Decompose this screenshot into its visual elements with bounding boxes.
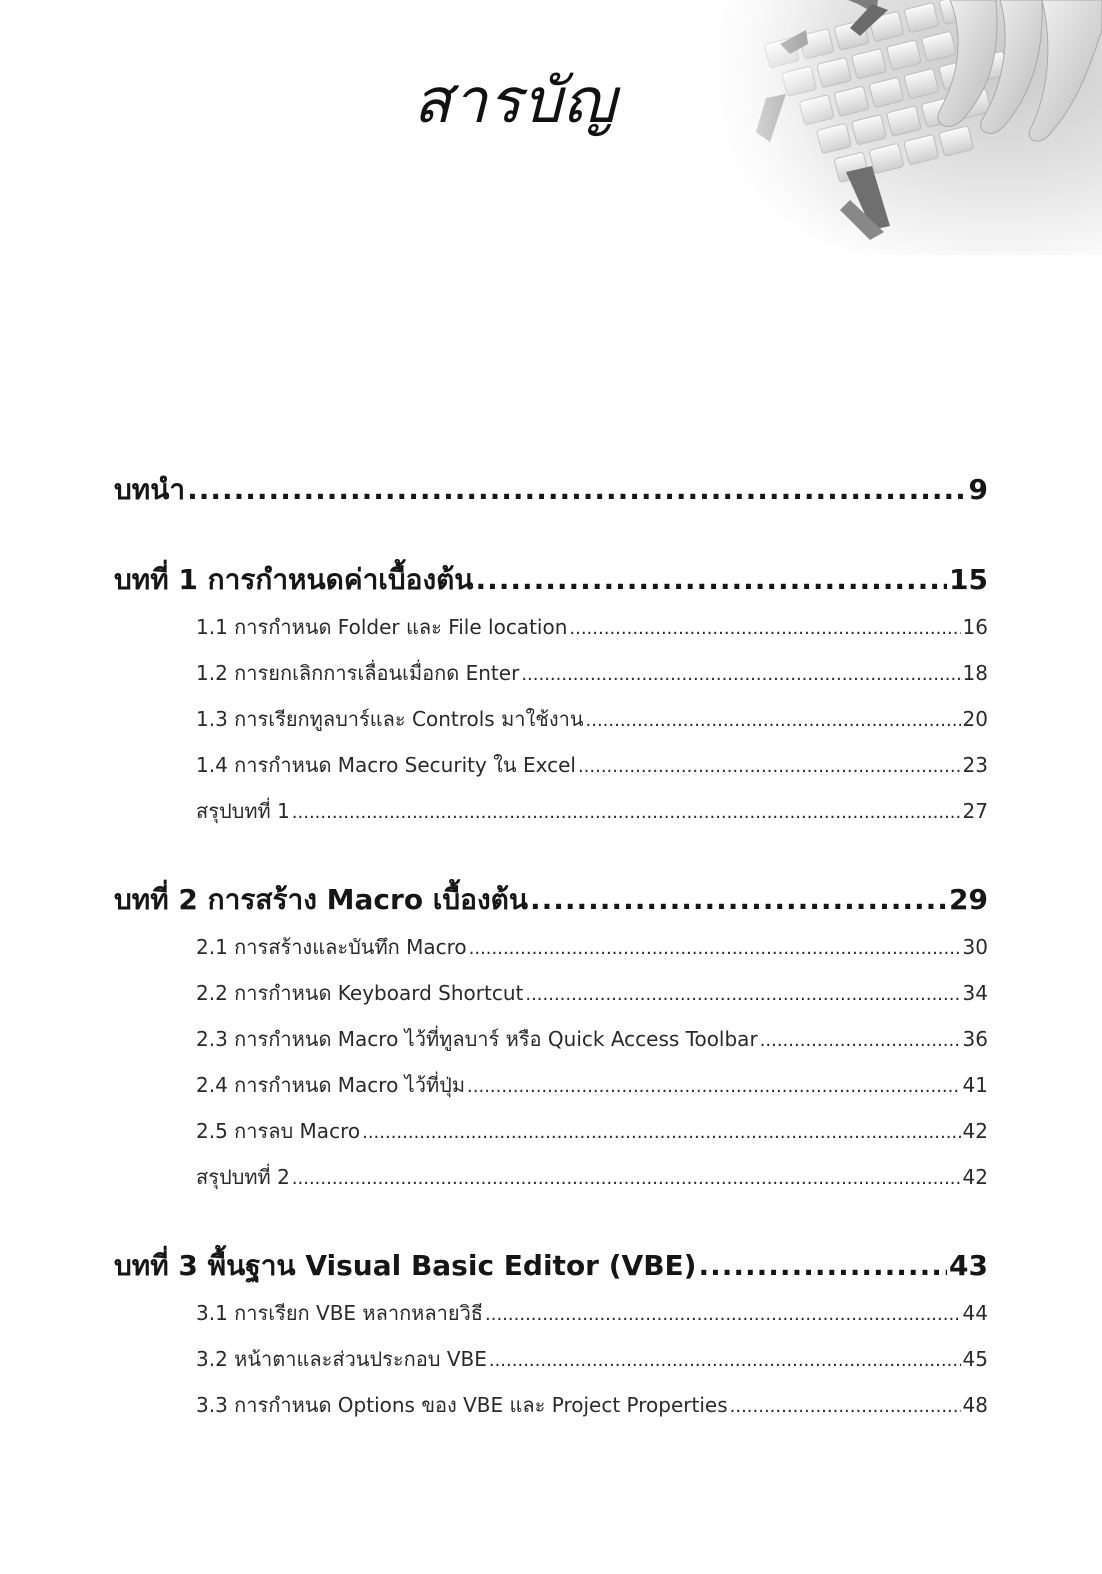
toc-dot-leader xyxy=(578,744,961,790)
toc-page-number: 45 xyxy=(962,1347,988,1371)
toc-section-2-2[interactable] xyxy=(114,970,988,1016)
toc-entry-label: 1.3 การเรียกทูลบาร์และ Controls มาใช้งาน xyxy=(196,707,584,731)
toc-chapter-intro[interactable] xyxy=(114,466,988,514)
toc-dot-leader xyxy=(760,1018,961,1064)
toc-entry-label: สรุปบทที่ 1 xyxy=(196,799,290,823)
toc-page-number: 42 xyxy=(962,1119,988,1143)
toc-page-number: 27 xyxy=(962,799,988,823)
toc-page-number: 9 xyxy=(968,473,988,506)
toc-dot-leader xyxy=(187,466,966,514)
toc-entry-label: 1.2 การยกเลิกการเลื่อนเมื่อกด Enter xyxy=(196,661,520,685)
toc-dot-leader xyxy=(489,1338,961,1384)
toc-dot-leader xyxy=(292,790,961,836)
toc-dot-leader xyxy=(292,1156,961,1202)
toc-section-summary-2[interactable] xyxy=(114,1154,988,1200)
table-of-contents xyxy=(114,466,988,1428)
toc-section-summary-1[interactable] xyxy=(114,788,988,834)
toc-section-2-3[interactable] xyxy=(114,1016,988,1062)
toc-page-number: 18 xyxy=(962,661,988,685)
toc-chapter-1[interactable] xyxy=(114,556,988,604)
toc-section-1-1[interactable] xyxy=(114,604,988,650)
toc-entry-label: บทที่ 3 พื้นฐาน Visual Basic Editor (VBE) xyxy=(114,1249,697,1282)
toc-page-number: 15 xyxy=(949,563,988,596)
toc-entry-label: 2.4 การกำหนด Macro ไว้ที่ปุ่ม xyxy=(196,1073,466,1097)
toc-section-2-4[interactable] xyxy=(114,1062,988,1108)
toc-dot-leader xyxy=(475,556,947,604)
toc-dot-leader xyxy=(586,698,961,744)
toc-page-number: 30 xyxy=(962,935,988,959)
toc-entry-label: 2.5 การลบ Macro xyxy=(196,1119,361,1143)
toc-page-number: 44 xyxy=(962,1301,988,1325)
toc-page-number: 36 xyxy=(962,1027,988,1051)
toc-dot-leader xyxy=(569,606,960,652)
toc-section-3-2[interactable] xyxy=(114,1336,988,1382)
toc-page-number: 48 xyxy=(962,1393,988,1417)
toc-entry-label: 2.2 การกำหนด Keyboard Shortcut xyxy=(196,981,524,1005)
toc-entry-label: 3.2 หน้าตาและส่วนประกอบ VBE xyxy=(196,1347,487,1371)
toc-section-1-4[interactable] xyxy=(114,742,988,788)
toc-section-2-5[interactable] xyxy=(114,1108,988,1154)
toc-dot-leader xyxy=(525,972,960,1018)
toc-page-number: 23 xyxy=(962,753,988,777)
toc-dot-leader xyxy=(698,1242,947,1290)
toc-dot-leader xyxy=(485,1292,961,1338)
page-title: สารบัญ xyxy=(413,64,617,137)
toc-chapter-2[interactable] xyxy=(114,876,988,924)
toc-entry-label: 3.1 การเรียก VBE หลากหลายวิธี xyxy=(196,1301,484,1325)
toc-entry-label: สรุปบทที่ 2 xyxy=(196,1165,290,1189)
toc-section-3-3[interactable] xyxy=(114,1382,988,1428)
toc-chapter-3[interactable] xyxy=(114,1242,988,1290)
toc-dot-leader xyxy=(362,1110,960,1156)
toc-dot-leader xyxy=(730,1384,961,1430)
toc-section-1-3[interactable] xyxy=(114,696,988,742)
toc-page-number: 41 xyxy=(962,1073,988,1097)
toc-entry-label: บทนำ xyxy=(114,473,186,506)
toc-entry-label: บทที่ 1 การกำหนดค่าเบื้องต้น xyxy=(114,563,474,596)
toc-page-number: 42 xyxy=(962,1165,988,1189)
toc-entry-label: 1.1 การกำหนด Folder และ File location xyxy=(196,615,568,639)
toc-entry-label: 1.4 การกำหนด Macro Security ใน Excel xyxy=(196,753,576,777)
toc-page-number: 43 xyxy=(949,1249,988,1282)
toc-dot-leader xyxy=(521,652,960,698)
toc-section-3-1[interactable] xyxy=(114,1290,988,1336)
toc-dot-leader xyxy=(467,1064,961,1110)
toc-dot-leader xyxy=(469,926,961,972)
toc-section-2-1[interactable] xyxy=(114,924,988,970)
toc-entry-label: 2.1 การสร้างและบันทึก Macro xyxy=(196,935,467,959)
toc-page-number: 16 xyxy=(962,615,988,639)
toc-entry-label: บทที่ 2 การสร้าง Macro เบื้องต้น xyxy=(114,883,528,916)
toc-section-1-2[interactable] xyxy=(114,650,988,696)
toc-entry-label: 2.3 การกำหนด Macro ไว้ที่ทูลบาร์ หรือ Quick Access Toolbar xyxy=(196,1027,758,1051)
toc-page-number: 34 xyxy=(962,981,988,1005)
toc-page-number: 20 xyxy=(962,707,988,731)
toc-page-number: 29 xyxy=(949,883,988,916)
toc-dot-leader xyxy=(530,876,947,924)
toc-entry-label: 3.3 การกำหนด Options ของ VBE และ Project Properties xyxy=(196,1393,728,1417)
